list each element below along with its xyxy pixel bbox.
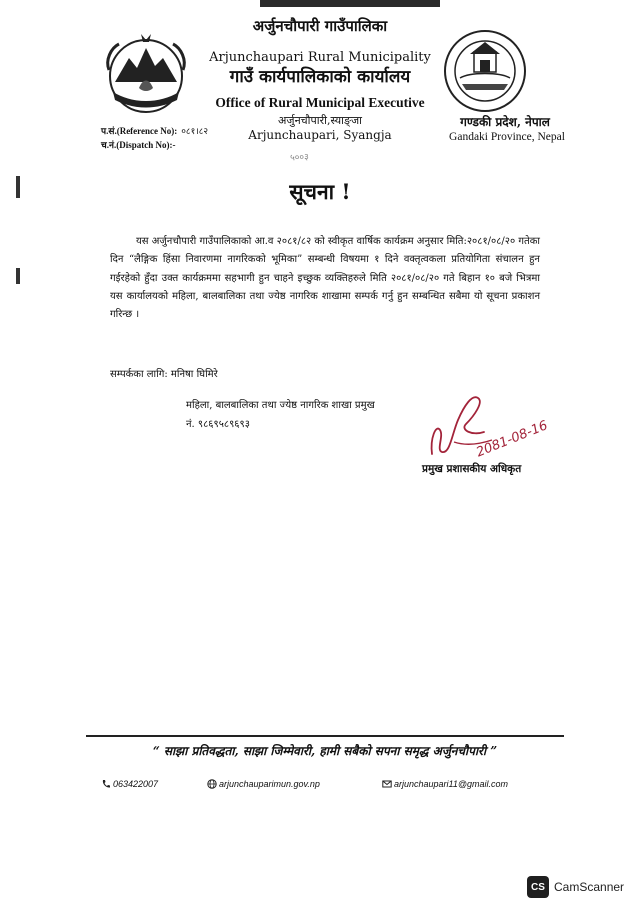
office-name-np: गाउँ कार्यपालिकाको कार्यालय: [229, 67, 411, 87]
nepal-emblem-logo: [103, 30, 189, 116]
province-en: Gandaki Province, Nepal: [449, 131, 565, 143]
signatory-title: प्रमुख प्रशासकीय अधिकृत: [422, 463, 522, 475]
dispatch-number: च.नं.(Dispatch No):-: [101, 140, 176, 150]
contact-person: सम्पर्कका लागि: मनिषा घिमिरे: [110, 369, 218, 380]
section-head-phone: नं. ९८६९५८९६९३: [186, 419, 250, 430]
email-link[interactable]: arjunchaupari11@gmail.com: [394, 779, 509, 789]
notice-title: सूचना !: [289, 179, 351, 204]
signature-date: 2081-08-16: [474, 418, 550, 461]
reference-value: ०८१।८२: [181, 126, 209, 136]
footer-slogan: “ साझा प्रतिवद्धता, साझा जिम्मेवारी, हामी सबैको सपना समृद्ध अर्जुनचौपारी ”: [152, 744, 498, 758]
scan-artifact-left: [16, 176, 20, 198]
municipality-name-np: अर्जुनचौपारी गाउँपालिका: [252, 17, 388, 35]
municipality-logo: [440, 28, 530, 114]
phone-icon: [101, 779, 111, 789]
reference-label: प.सं.(Reference No):: [101, 126, 178, 136]
camscanner-logo: CS: [527, 876, 549, 898]
scan-artifact-top: [260, 0, 440, 7]
scan-artifact-left: [16, 268, 20, 284]
camscanner-watermark: [527, 876, 624, 898]
address-en: Arjunchaupari, Syangja: [248, 128, 392, 142]
mail-icon: [382, 779, 392, 789]
footer-rule: [86, 735, 564, 737]
province-np: गण्डकी प्रदेश, नेपाल: [460, 115, 550, 129]
section-head-title: महिला, बालबालिका तथा ज्येष्ठ नागरिक शाखा प्रमुख: [186, 400, 375, 411]
municipality-name-en: Arjunchaupari Rural Municipality: [209, 50, 431, 65]
camscanner-text: CamScanner: [554, 880, 625, 894]
footer-phone: [101, 779, 158, 789]
phone-number: 063422007: [113, 779, 159, 789]
footer-website: [207, 779, 320, 789]
notice-body: यस अर्जुनचौपारी गाउँपालिकाको आ.व २०८१/८२ को स्वीकृत वार्षिक कार्यक्रम अनुसार मिति:२०८१/०८/२० गतेका दिन “लैङ्गिक हिंसा निवारणमा नागरिकको भूमिका” सम्बन्धी विषयमा १ दिने वक्तृत्वकला प्रतियोगिता संचालन हुन गईरहेको हुँदा उक्त कार्यक्रममा सहभागी हुन चाहने इच्छुक व्यक्तिहरुले मिति २०८१/०८/२० गते बिहान १० बजे भित्रमा यस कार्यालयको महिला, बालबालिका तथा ज्येष्ठ नागरिक शाखामा सम्पर्क गर्नु हुन सम्बन्धित सबैमा यो सूचना प्रकाशन गरिन्छ ।: [110, 236, 540, 321]
globe-icon: [207, 779, 217, 789]
stamp-partial: ५००३: [289, 152, 310, 164]
reference-number: [101, 124, 208, 137]
signature: [418, 384, 558, 464]
office-name-en: Office of Rural Municipal Executive: [215, 95, 425, 110]
footer-email: [382, 779, 508, 789]
address-np: अर्जुनचौपारी,स्याङ्जा: [278, 114, 362, 127]
website-link[interactable]: arjunchauparimun.gov.np: [219, 779, 320, 789]
